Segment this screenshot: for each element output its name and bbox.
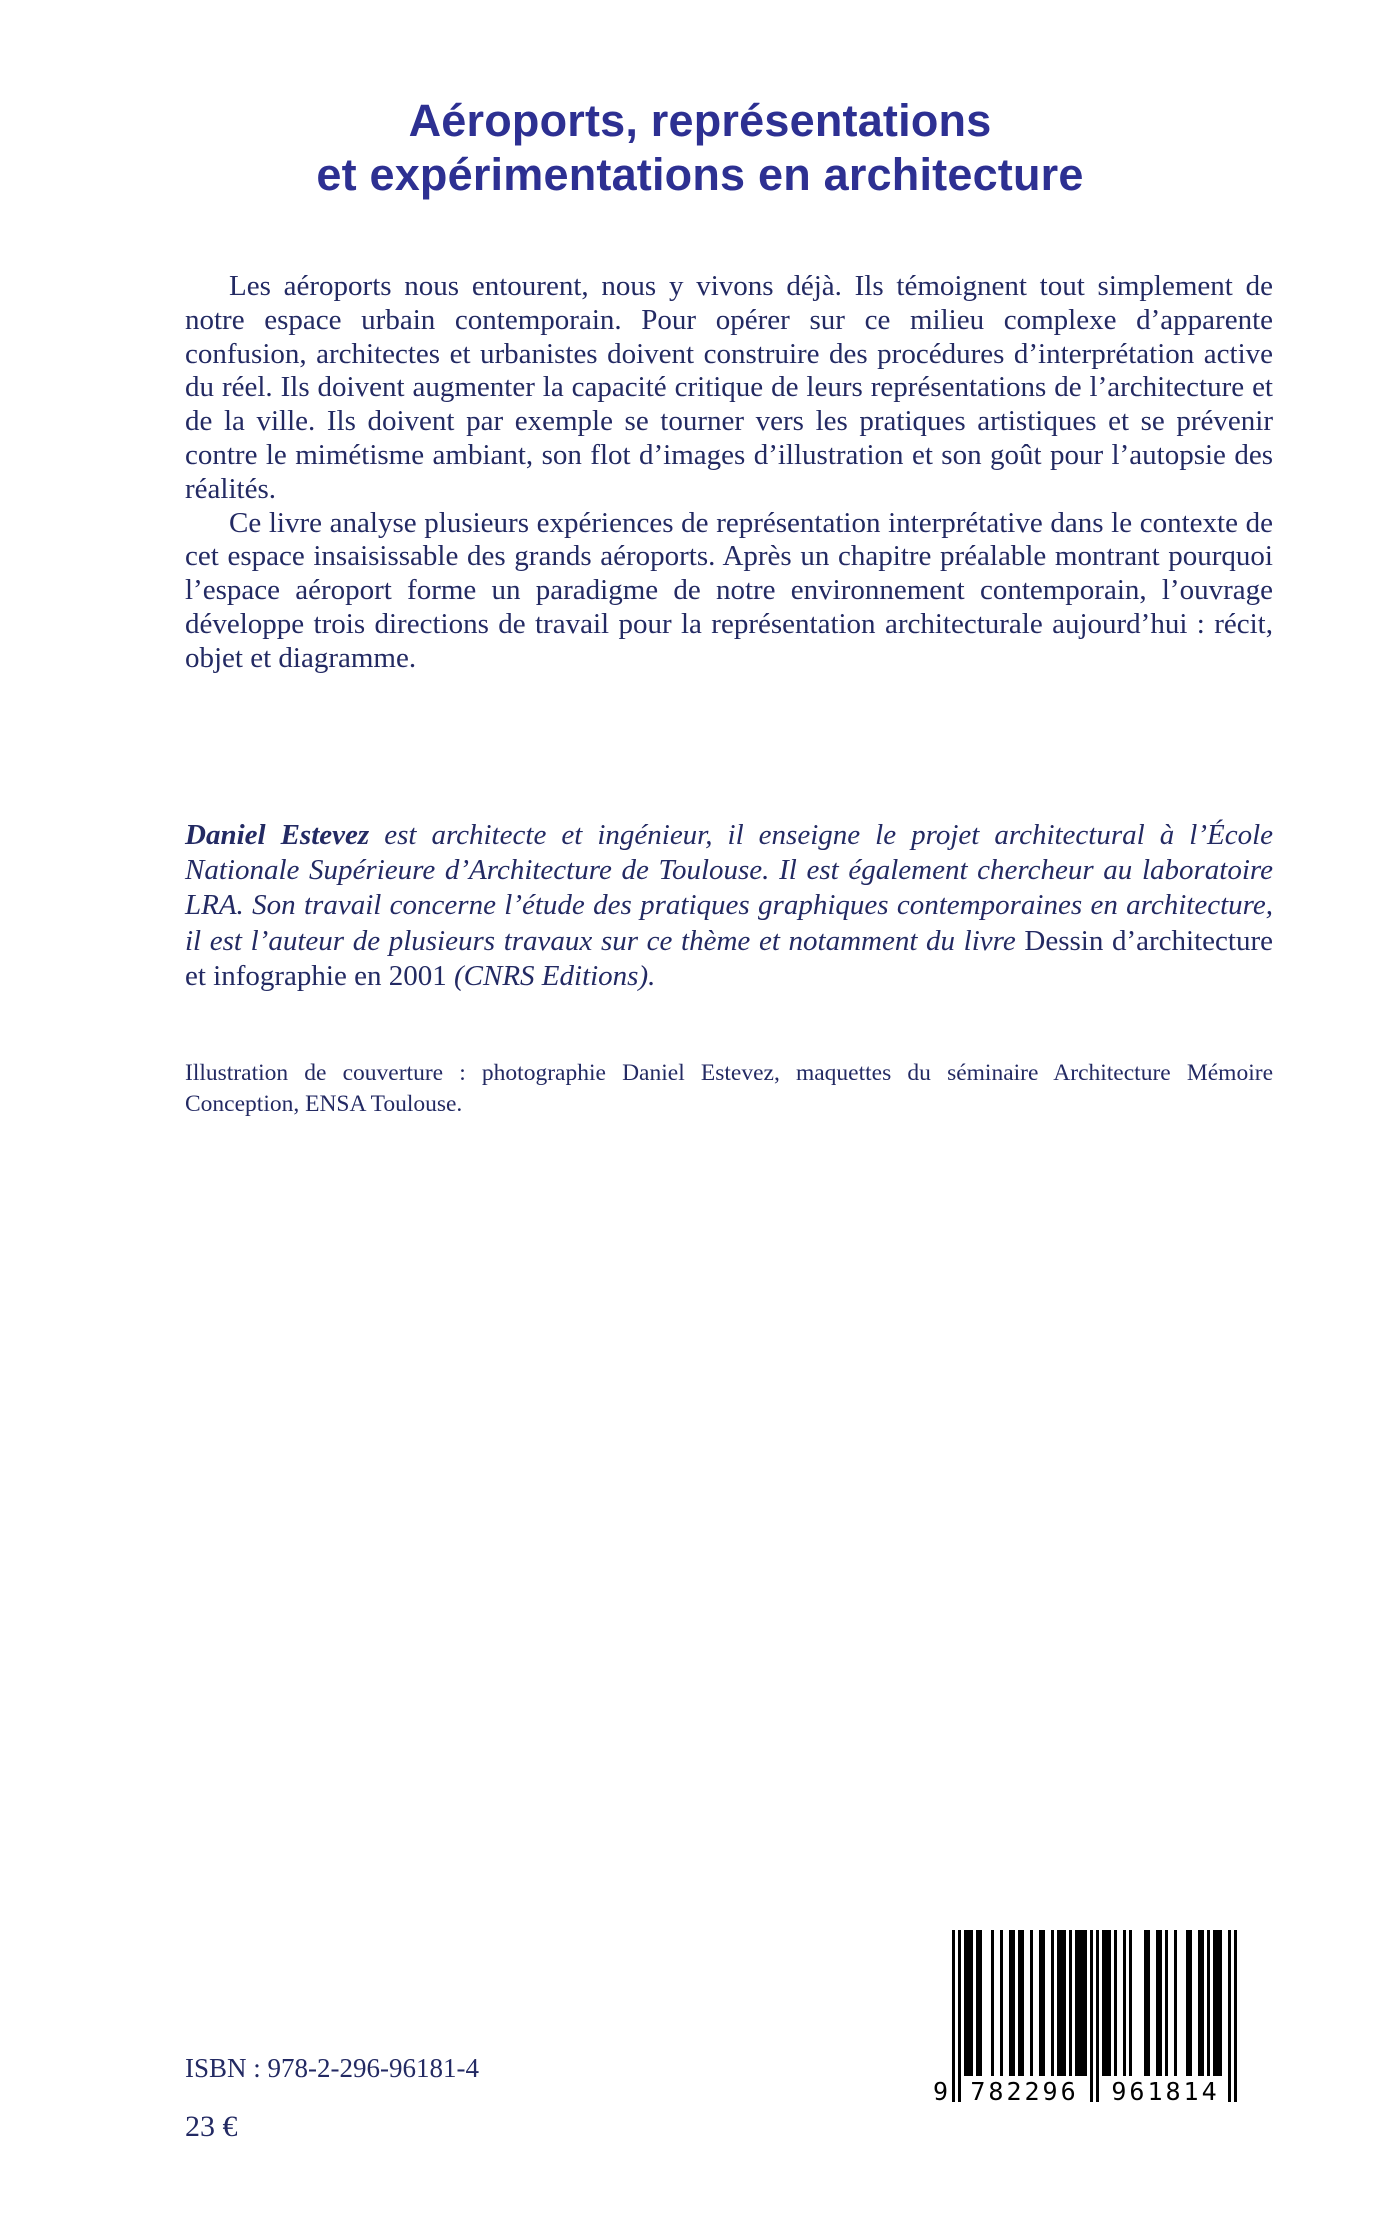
book-title xyxy=(0,94,1400,202)
cover-illustration-credit: Illustration de couverture : photographie Daniel Estevez, maquettes du séminaire Architecture Mémoire Conception, ENSA Toulouse. xyxy=(185,1060,1273,1117)
ean13-barcode xyxy=(932,1930,1242,2112)
title-line-1: Aéroports, représentations xyxy=(408,95,992,146)
author-bio-text-1: est architecte et ingénieur, il enseigne le projet architectural à l’École Nationale Supérieure d’Architecture de Toulouse. Il est également chercheur au laboratoire LRA. Son travail concerne l’étude des pratiques graphiques contemporaines en architecture, il est l’auteur de plusieurs travaux sur ce thème et notamment du livre xyxy=(185,819,1273,957)
barcode-digits-left: 782296 xyxy=(970,2077,1079,2106)
title-line-2: et expérimentations en architecture xyxy=(316,149,1084,200)
author-book-title: Dessin d’architecture et infographie en 2001 xyxy=(185,924,1273,992)
barcode-digits-right: 961814 xyxy=(1111,2077,1220,2106)
author-bio-paragraph xyxy=(185,818,1273,994)
barcode-digit-first: 9 xyxy=(932,2077,948,2106)
author-bio-text-2: (CNRS Editions). xyxy=(446,959,656,992)
synopsis-paragraph-1: Les aéroports nous entourent, nous y vivons déjà. Ils témoignent tout simplement de notre espace urbain contemporain. Pour opérer sur ce milieu complexe d’apparente confusion, architectes et urbanistes doivent construire des procédures d’interprétation active du réel. Ils doivent augmenter la capacité critique de leurs représentations de l’architecture et de la ville. Ils doivent par exemple se tourner vers les pratiques artistiques et se prévenir contre le mimétisme ambiant, son flot d’images d’illustration et son goût pour l’autopsie des réalités. xyxy=(185,270,1273,505)
synopsis xyxy=(185,270,1273,676)
author-bio xyxy=(185,818,1273,994)
isbn-number: ISBN : 978-2-296-96181-4 xyxy=(185,2053,479,2083)
synopsis-paragraph-2: Ce livre analyse plusieurs expériences de représentation interprétative dans le contexte de cet espace insaisissable des grands aéroports. Après un chapitre préalable montrant pourquoi l’espace aéroport forme un paradigme de notre environnement contemporain, l’ouvrage développe trois directions de travail pour la représentation architecturale aujourd’hui : récit, objet et diagramme. xyxy=(185,506,1273,674)
author-name: Daniel Estevez xyxy=(185,819,370,851)
price: 23 € xyxy=(185,2110,238,2143)
